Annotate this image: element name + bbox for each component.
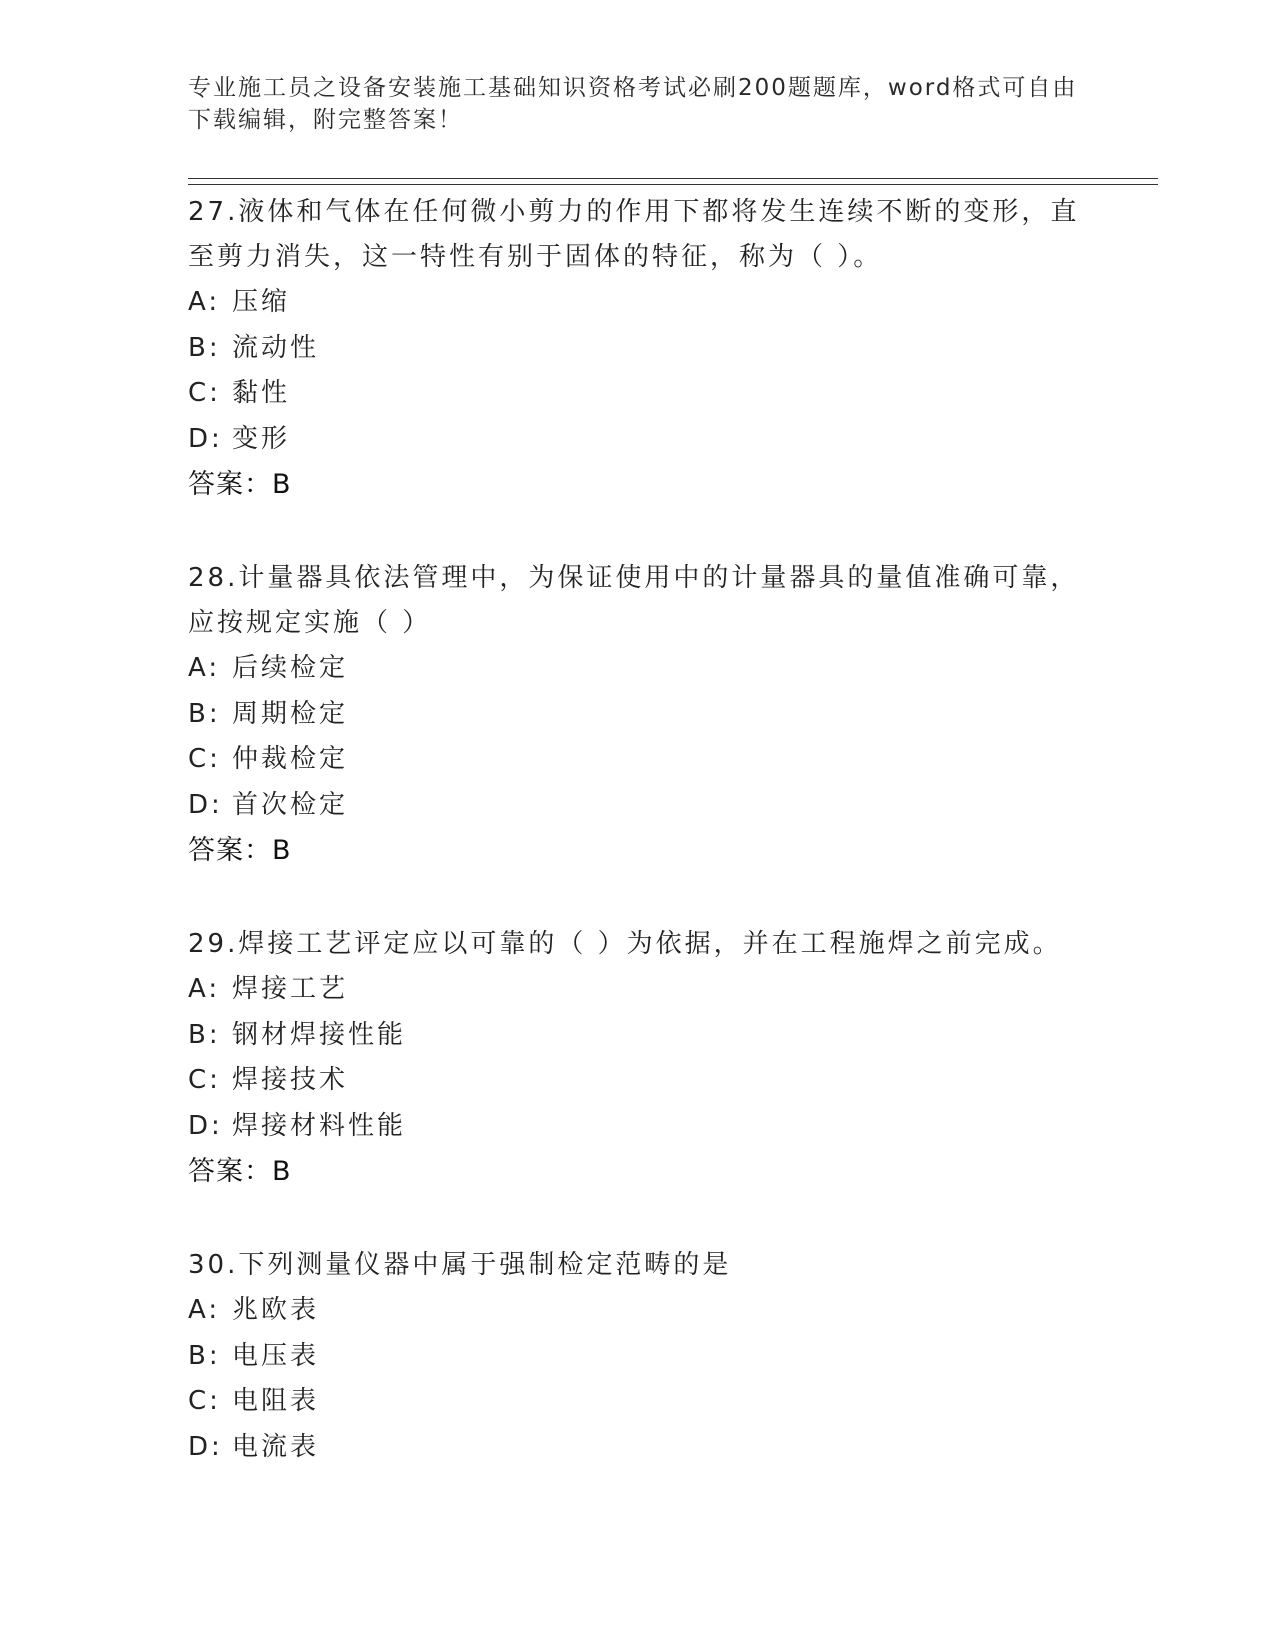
- question-stem: 27.液体和气体在任何微小剪力的作用下都将发生连续不断的变形，直至剪力消失，这一特性有别于固体的特征，称为（ ）。: [188, 197, 1080, 272]
- option-text: 首次检定: [232, 789, 349, 820]
- option-key: B:: [188, 1340, 221, 1371]
- option-key: C:: [188, 1386, 221, 1416]
- option-text: 钢材焊接性能: [232, 1019, 407, 1050]
- question-29: [188, 922, 1088, 1195]
- option-b: [188, 326, 1088, 372]
- question-stem: 28.计量器具依法管理中，为保证使用中的计量器具的量值准确可靠，应按规定实施（ ）: [188, 563, 1080, 638]
- document-header: [188, 72, 1088, 136]
- option-text: 周期检定: [232, 698, 349, 729]
- question-list: [188, 190, 1088, 1518]
- option-a: [188, 280, 1088, 326]
- option-text: 焊接工艺: [232, 974, 349, 1004]
- header-divider-top: [188, 178, 1158, 179]
- option-a: [188, 967, 1088, 1013]
- option-a: [188, 646, 1088, 692]
- option-text: 流动性: [232, 332, 320, 363]
- option-text: 变形: [232, 423, 291, 454]
- option-key: B:: [188, 698, 221, 729]
- answer-line: 答案：B: [188, 835, 292, 866]
- option-text: 压缩: [232, 287, 291, 317]
- option-text: 仲裁检定: [232, 744, 349, 774]
- option-a: [188, 1288, 1088, 1334]
- option-key: A:: [188, 287, 221, 317]
- option-c: [188, 1379, 1088, 1425]
- header-text: 专业施工员之设备安装施工基础知识资格考试必刷200题题库，word格式可自由下载编辑，附完整答案！: [188, 75, 1078, 133]
- question-30: [188, 1243, 1088, 1470]
- option-key: D:: [188, 1110, 223, 1141]
- option-b: [188, 1334, 1088, 1380]
- question-stem: 29.焊接工艺评定应以可靠的（ ）为依据，并在工程施焊之前完成。: [188, 929, 1062, 959]
- option-text: 焊接材料性能: [232, 1110, 407, 1141]
- option-key: D:: [188, 423, 223, 454]
- header-divider-bottom: [188, 184, 1158, 185]
- option-key: C:: [188, 744, 221, 774]
- option-text: 电阻表: [232, 1386, 320, 1416]
- option-d: [188, 783, 1088, 829]
- option-text: 电流表: [232, 1431, 320, 1462]
- option-key: A:: [188, 653, 221, 683]
- option-key: C:: [188, 1065, 221, 1095]
- option-key: D:: [188, 1431, 223, 1462]
- option-d: [188, 1425, 1088, 1471]
- option-d: [188, 1104, 1088, 1150]
- answer-line: 答案：B: [188, 1156, 292, 1187]
- option-text: 后续检定: [232, 653, 349, 683]
- question-27: [188, 190, 1088, 508]
- option-key: B:: [188, 332, 221, 363]
- answer-line: 答案：B: [188, 469, 292, 500]
- option-c: [188, 1058, 1088, 1104]
- option-b: [188, 692, 1088, 738]
- option-key: C:: [188, 378, 221, 408]
- option-d: [188, 417, 1088, 463]
- option-c: [188, 737, 1088, 783]
- option-text: 兆欧表: [232, 1295, 320, 1325]
- option-key: A:: [188, 974, 221, 1004]
- option-key: A:: [188, 1295, 221, 1325]
- question-28: [188, 556, 1088, 874]
- option-key: B:: [188, 1019, 221, 1050]
- option-text: 焊接技术: [232, 1065, 349, 1095]
- option-text: 黏性: [232, 378, 291, 408]
- option-text: 电压表: [232, 1340, 320, 1371]
- question-stem: 30.下列测量仪器中属于强制检定范畴的是: [188, 1250, 732, 1280]
- option-key: D:: [188, 789, 223, 820]
- option-c: [188, 371, 1088, 417]
- option-b: [188, 1013, 1088, 1059]
